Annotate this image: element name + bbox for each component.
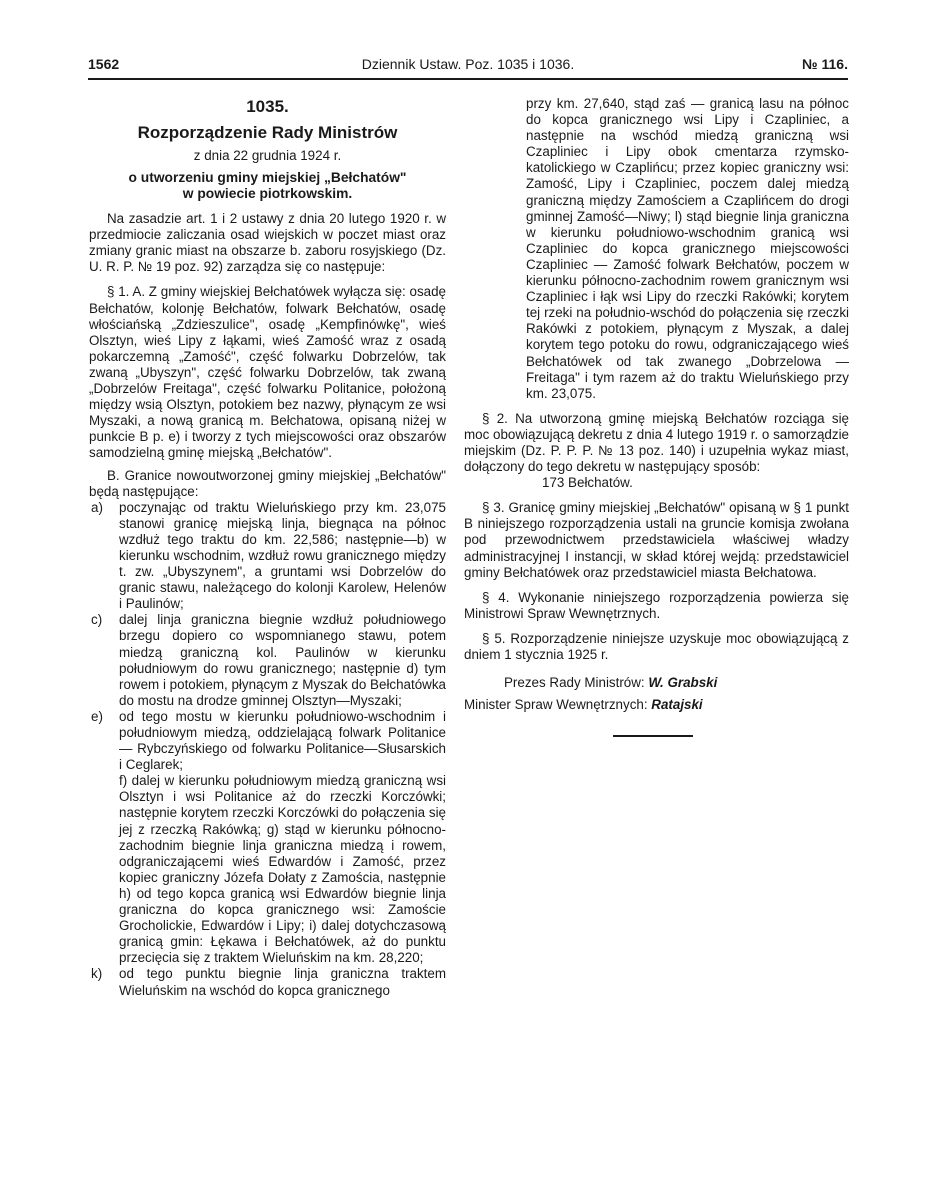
section-1b: B. Granice nowoutworzonej gminy miejskiej „Bełchatów" będą następujące: <box>89 467 446 499</box>
item-text: od tego punktu biegnie linja graniczna traktem Wieluńskim na wschód do kopca granicznego <box>119 966 446 998</box>
item-label: a) <box>91 499 103 515</box>
boundary-item <box>89 966 446 998</box>
page-number: 1562 <box>88 56 120 72</box>
act-number: 1035. <box>246 97 289 116</box>
right-column <box>464 96 849 737</box>
signature-role: Minister Spraw Wewnętrznych: <box>464 697 648 713</box>
act-subject-line-1: o utworzeniu gminy miejskiej „Bełchatów" <box>128 170 407 186</box>
item-label: e) <box>91 708 103 724</box>
boundary-item <box>89 709 446 773</box>
boundary-item-f: f) dalej w kierunku południowym miedzą graniczną wsi Olsztyn i wsi Politanice aż do rzeczki Korczówki; następnie korytem rzeczki Korczówki do połączenia się jej z rzeczką Rakówką; g) stąd w kierunku północno-zachodnim biegnie linja graniczna miedzą i rowem, odgraniczającemi wieś Edwardów i Zamość, przez kopiec graniczny Józefa Dołaty z Zamościa, następnie h) od tego kopca granicą wsi Edwardów biegnie linja graniczna do kopca granicznego wsi: Zamoście Grocholickie, Edwardów i Lipy; i) dalej dotychczasową granicą gmin: Łękawa i Bełchatówek, aż do punktu przecięcia się z traktem Wieluńskim na km. 28,220; <box>119 773 446 966</box>
item-label: c) <box>91 612 103 628</box>
section-2: § 2. Na utworzoną gminę miejską Bełchatów rozciąga się moc obowiązującą dekretu z dnia 4 lutego 1919 r. o samorządzie miejskim (Dz. P. P. P. № 13 poz. 140) i uzupełnia wykaz miast, dołączony do tego dekretu w następujący sposób: <box>464 410 849 475</box>
issue-number: № 116. <box>802 56 848 72</box>
boundary-item <box>89 500 446 613</box>
city-list-entry: 173 Bełchatów. <box>542 475 633 491</box>
end-rule <box>613 735 693 737</box>
act-date: z dnia 22 grudnia 1924 r. <box>193 148 342 163</box>
running-header <box>88 56 848 78</box>
signature-role: Prezes Rady Ministrów: <box>504 675 645 691</box>
item-label: k) <box>91 966 103 982</box>
boundary-continuation: przy km. 27,640, stąd zaś — granicą lasu na północ do kopca granicznego wsi Lipy i Czapliniec, a następnie na wschód miedzą graniczną wsi Czapliniec i Lipy obok cmentarza rzymsko-katolickiego w Czaplińcu; przez kopiec graniczny wsi: Zamość, Lipy i Czapliniec, poczem dalej miedzą graniczną między Zamościem a Czaplińcem do drogi gminnej Zamość—Niwy; l) stąd biegnie linja graniczna w kierunku południowo-wschodnim granicą wsi Czapliniec do kopca granicznego miejscowości Czapliniec — Zamość folwark Bełchatów, poczem w kierunku północno-zachodnim rowem granicznym wsi Czapliniec i łąk wsi Lipy do rzeczki Rakówki; korytem tej rzeki na południo-wschód do połączenia się rzeczki Rakówki z potokiem, płynącym z Myszak, a dalej korytem tego potoku do rowu, odgraniczającego wieś Bełchatówek od tak zwanego „Dobrzelowa — Freitaga" i tym razem aż do traktu Wieluńskiego przy km. 23,075. <box>526 96 849 401</box>
item-text: od tego mostu w kierunku południowo-wschodnim i południowym miedzą, oddzielającą folwark Politanice — Rybczyńskiego od folwarku Politanice—Słusarskich i Ceglarek; <box>119 708 446 773</box>
act-subject-line-2: w powiecie piotrkowskim. <box>182 186 353 202</box>
signature-prime-minister <box>464 675 849 691</box>
header-rule <box>88 78 848 80</box>
act-title: Rozporządzenie Rady Ministrów <box>137 123 398 142</box>
left-column <box>89 96 446 999</box>
section-3: § 3. Granicę gminy miejskiej „Bełchatów" opisaną w § 1 punkt B niniejszego rozporządzenia ustali na gruncie komisja zwołana pod przewodnictwem przedstawiciela właściwej władzy administracyjnej I instancji, w skład której wejdą: przedstawiciel gminy Bełchatówek oraz przedstawiciel miasta Bełchatowa. <box>464 500 849 580</box>
boundary-item <box>89 612 446 709</box>
item-text: poczynając od traktu Wieluńskiego przy km. 23,075 stanowi granicę miejską linja, biegnąca na północ wzdłuż tego traktu do km. 22,586; następnie—b) w kierunku wschodnim, wzdłuż rowu granicznego między t. zw. „Ubyszynem", a gruntami wsi Dobrzelów do granic stawu, należącego do kolonji Karolew, Helenów i Paulinów; <box>119 499 446 612</box>
section-4: § 4. Wykonanie niniejszego rozporządzenia powierza się Ministrowi Spraw Wewnętrznych. <box>464 589 849 621</box>
section-5: § 5. Rozporządzenie niniejsze uzyskuje moc obowiązującą z dniem 1 stycznia 1925 r. <box>464 630 849 662</box>
preamble: Na zasadzie art. 1 i 2 ustawy z dnia 20 lutego 1920 r. w przedmiocie zaliczania osad wiejskich w poczet miast oraz zmiany granic miast na obszarze b. zaboru rosyjskiego (Dz. U. R. P. № 19 poz. 92) zarządza się co następuje: <box>89 211 446 275</box>
journal-title: Dziennik Ustaw. Poz. 1035 i 1036. <box>361 56 575 72</box>
item-text: dalej linja graniczna biegnie wzdłuż południowego brzegu dopiero co wspomnianego stawu, potem miedzą graniczną kol. Paulinów w kierunku południowym do rowu granicznego; następnie d) tym rowem i potokiem, płynącym z Myszak do Bełchatówka do mostu na drodze gminnej Olsztyn—Myszaki; <box>119 612 446 708</box>
signature-name: W. Grabski <box>648 675 718 691</box>
signature-name: Ratajski <box>651 697 703 713</box>
signature-interior-minister <box>464 697 849 713</box>
section-1a: § 1. A. Z gminy wiejskiej Bełchatówek wyłącza się: osadę Bełchatów, kolonję Bełchatów, folwark Bełchatów, osadę włościańską „Zdzieszulice", osadę „Kempfinówkę", wieś Olsztyn, wieś Lipy z łąkami, wieś Zamość wraz z osadą pokarczemną „Zamość", część folwarku Dobrzelów, tak zwaną „Ubyszyn", część folwarku Dobrzelów, tak zwaną „Dobrzelów Freitaga", część folwarku Politanice, położoną między wsią Olsztyn, potokiem bez nazwy, płynącym ze wsi Myszaki, a nową granicą m. Bełchatowa, opisaną niżej w punkcie B p. e) i tworzy z tych miejscowości oraz obszarów samodzielną gminę miejską „Bełchatów". <box>89 284 446 461</box>
